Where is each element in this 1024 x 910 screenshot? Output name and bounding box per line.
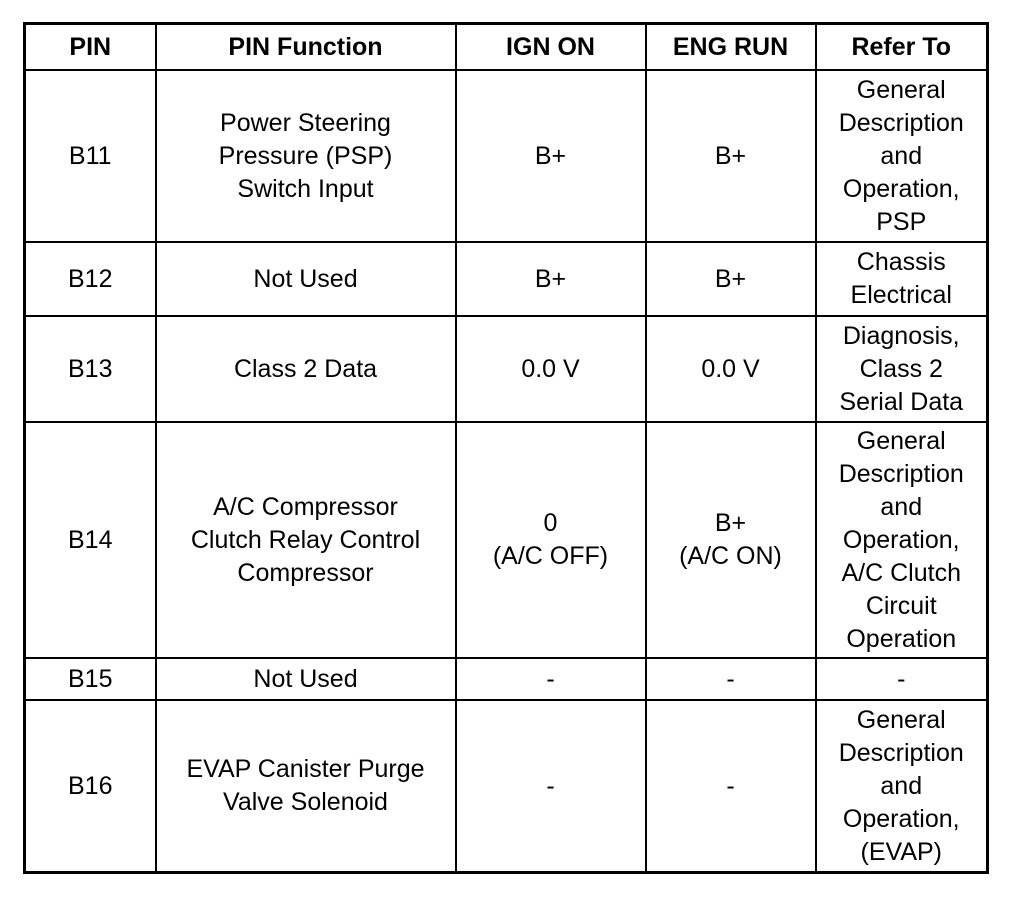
cell-text-line: Clutch Relay Control xyxy=(190,525,421,554)
cell-text-line: Circuit xyxy=(865,591,937,620)
cell-text-line: 0.0 V xyxy=(521,354,580,383)
table-header xyxy=(25,24,988,71)
cell-text-line: PSP xyxy=(876,207,927,236)
cell-text-line: - xyxy=(546,771,555,800)
table-row xyxy=(25,422,988,658)
table-row xyxy=(25,316,988,422)
eng-run-cell xyxy=(646,422,816,658)
cell-text-line: 0.0 V xyxy=(701,354,760,383)
cell-text-line: Power Steering xyxy=(220,108,391,137)
table-body xyxy=(25,70,988,873)
header-refer-to: Refer To xyxy=(816,24,988,71)
header-row xyxy=(25,24,988,71)
ign-on-cell xyxy=(456,316,646,422)
cell-text-line: - xyxy=(726,665,735,693)
function-cell xyxy=(156,422,456,658)
cell-text-line: (A/C OFF) xyxy=(492,542,609,570)
cell-text-line: General xyxy=(856,705,946,734)
eng-run-cell xyxy=(646,316,816,422)
refer-to-cell xyxy=(816,316,988,422)
function-cell xyxy=(156,700,456,873)
ign-on-cell xyxy=(456,70,646,242)
refer-to-cell xyxy=(816,658,988,700)
cell-text-line: Diagnosis, xyxy=(842,321,960,350)
cell-text-line: Operation xyxy=(846,624,957,653)
cell-text-line: Operation, xyxy=(842,525,960,554)
cell-text-line: General xyxy=(856,426,946,455)
cell-text-line: B+ xyxy=(534,141,567,170)
ign-on-cell xyxy=(456,658,646,700)
header-pin-function: PIN Function xyxy=(156,24,456,71)
cell-text-line: and xyxy=(880,492,923,521)
cell-text-line: A/C Compressor xyxy=(213,492,398,521)
cell-text-line: Chassis xyxy=(856,248,946,276)
refer-to-cell xyxy=(816,70,988,242)
cell-text-line: - xyxy=(897,665,906,693)
table-row xyxy=(25,242,988,316)
refer-to-cell xyxy=(816,422,988,658)
pin-cell: B15 xyxy=(25,658,156,700)
header-eng-run: ENG RUN xyxy=(646,24,816,71)
ign-on-cell xyxy=(456,700,646,873)
header-ign-on: IGN ON xyxy=(456,24,646,71)
cell-text-line: and xyxy=(880,141,923,170)
eng-run-cell xyxy=(646,700,816,873)
eng-run-cell xyxy=(646,658,816,700)
pin-cell: B11 xyxy=(25,70,156,242)
function-cell xyxy=(156,70,456,242)
pin-cell: B13 xyxy=(25,316,156,422)
cell-text-line: Serial Data xyxy=(839,387,964,416)
table-row xyxy=(25,658,988,700)
cell-text-line: Class 2 xyxy=(859,354,943,383)
pin-cell: B12 xyxy=(25,242,156,316)
cell-text-line: B+ xyxy=(534,264,567,293)
cell-text-line: - xyxy=(726,771,735,800)
cell-text-line: EVAP Canister Purge xyxy=(186,755,425,783)
cell-text-line: Operation, xyxy=(842,804,960,833)
table-row xyxy=(25,70,988,242)
cell-text-line: and xyxy=(880,771,923,800)
function-cell xyxy=(156,316,456,422)
cell-text-line: General xyxy=(856,75,946,104)
cell-text-line: Class 2 Data xyxy=(233,354,378,383)
cell-text-line: (A/C ON) xyxy=(679,542,782,570)
cell-text-line: Description xyxy=(838,738,964,767)
function-cell xyxy=(156,658,456,700)
cell-text-line: Compressor xyxy=(237,558,374,587)
cell-text-line: - xyxy=(546,665,555,693)
cell-text-line: B+ xyxy=(714,264,747,293)
eng-run-cell xyxy=(646,242,816,316)
eng-run-cell xyxy=(646,70,816,242)
cell-text-line: A/C Clutch xyxy=(841,558,961,587)
cell-text-line: (EVAP) xyxy=(860,837,942,866)
cell-text-line: Not Used xyxy=(253,264,358,293)
ign-on-cell xyxy=(456,242,646,316)
cell-text-line: Not Used xyxy=(253,665,358,693)
cell-text-line: Operation, xyxy=(842,174,960,203)
pin-cell: B14 xyxy=(25,422,156,658)
cell-text-line: Description xyxy=(838,108,964,137)
ign-on-cell xyxy=(456,422,646,658)
cell-text-line: Description xyxy=(838,459,964,488)
cell-text-line: Switch Input xyxy=(237,174,374,203)
pin-cell: B16 xyxy=(25,700,156,873)
cell-text-line: Pressure (PSP) xyxy=(218,141,393,170)
refer-to-cell xyxy=(816,242,988,316)
function-cell xyxy=(156,242,456,316)
refer-to-cell xyxy=(816,700,988,873)
cell-text-line: Electrical xyxy=(850,281,952,309)
cell-text-line: B+ xyxy=(714,141,747,170)
header-pin: PIN xyxy=(25,24,156,71)
cell-text-line: Valve Solenoid xyxy=(223,788,388,816)
pin-function-table xyxy=(23,22,989,874)
cell-text-line: 0 xyxy=(543,509,558,537)
cell-text-line: B+ xyxy=(714,509,747,537)
table-row xyxy=(25,700,988,873)
